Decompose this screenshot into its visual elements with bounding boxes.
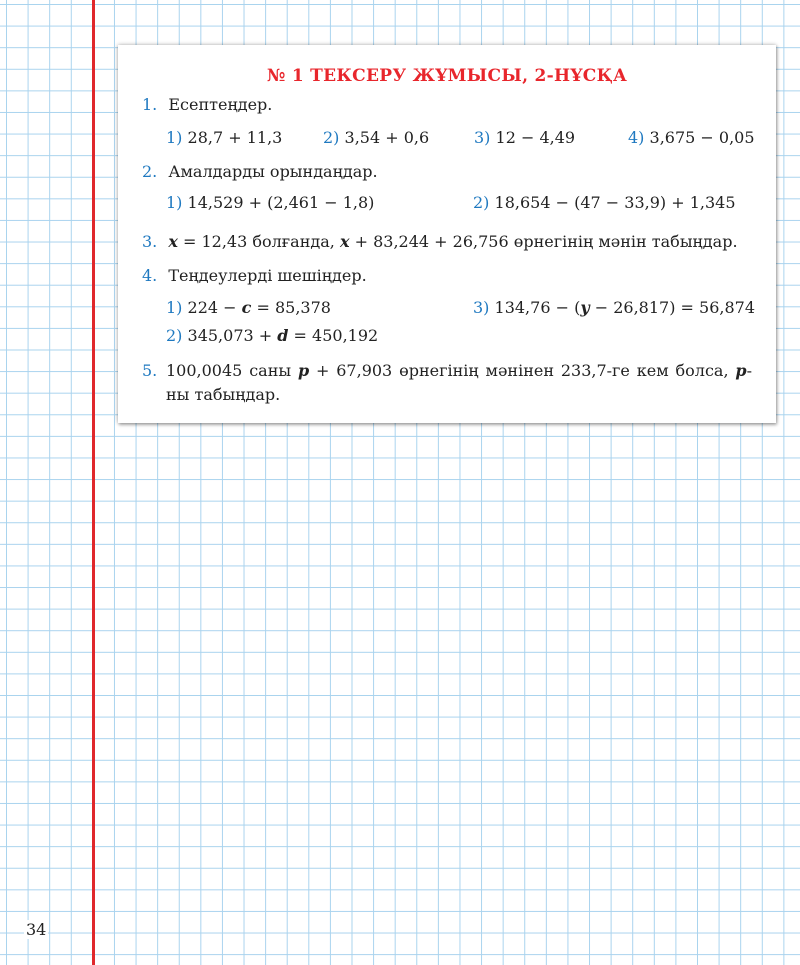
task-3	[142, 232, 738, 251]
variable-p: p	[735, 361, 747, 380]
page-number: 34	[26, 920, 47, 939]
item-label: 1)	[166, 128, 183, 147]
item-expression: = 85,378	[251, 298, 331, 317]
variable-y: y	[580, 298, 590, 317]
variable-x: x	[339, 232, 350, 251]
test-card	[118, 45, 776, 423]
item-label: 2)	[323, 128, 340, 147]
item-expression: 14,529 + (2,461 − 1,8)	[187, 193, 375, 212]
task-number: 1.	[142, 95, 158, 114]
item-expression: 18,654 − (47 − 33,9) + 1,345	[494, 193, 736, 212]
task-text: Есептеңдер.	[168, 95, 273, 114]
task-text: 100,0045 саны	[166, 361, 298, 380]
notebook-margin-line	[92, 0, 95, 965]
item-expression: 3,54 + 0,6	[344, 128, 430, 147]
item-label: 2)	[166, 326, 183, 345]
task-5	[166, 359, 752, 407]
variable-p: p	[297, 361, 310, 380]
item-expression: 345,073 +	[187, 326, 278, 345]
item-expression: 224 −	[187, 298, 242, 317]
task-1-item-2	[323, 128, 429, 147]
item-expression: 12 − 4,49	[495, 128, 576, 147]
task-1	[142, 95, 272, 114]
task-text: + 67,903 өрнегінің мәнінен 233,7-ге кем болса,	[309, 361, 736, 380]
variable-c: c	[241, 298, 252, 317]
item-expression: 134,76 − (	[494, 298, 581, 317]
task-number: 2.	[142, 162, 158, 181]
task-1-item-3	[474, 128, 575, 147]
item-label: 1)	[166, 193, 183, 212]
item-label: 1)	[166, 298, 183, 317]
item-expression: − 26,817) = 56,874	[589, 298, 755, 317]
task-text: -ны табыңдар.	[166, 361, 752, 404]
task-text: Амалдарды орындаңдар.	[168, 162, 378, 181]
task-4-item-3	[473, 298, 755, 317]
task-2-item-2	[473, 193, 736, 212]
task-1-item-4	[628, 128, 755, 147]
task-number: 4.	[142, 266, 158, 285]
task-2	[142, 162, 378, 181]
task-5-number	[142, 361, 157, 380]
task-number: 3.	[142, 232, 158, 251]
task-4-item-1	[166, 298, 331, 317]
item-label: 2)	[473, 193, 490, 212]
item-expression: 3,675 − 0,05	[649, 128, 755, 147]
task-text: = 12,43 болғанда,	[177, 232, 340, 251]
variable-x: x	[168, 232, 178, 251]
item-label: 3)	[473, 298, 490, 317]
task-text: Теңдеулерді шешіңдер.	[168, 266, 367, 285]
item-expression: 28,7 + 11,3	[187, 128, 283, 147]
item-label: 4)	[628, 128, 645, 147]
task-1-item-1	[166, 128, 282, 147]
task-4	[142, 266, 367, 285]
task-text: + 83,244 + 26,756 өрнегінің мәнін табыңдар.	[349, 232, 738, 251]
task-4-item-2	[166, 326, 378, 345]
variable-d: d	[277, 326, 289, 345]
item-expression: = 450,192	[288, 326, 379, 345]
item-label: 3)	[474, 128, 491, 147]
test-title: № 1 ТЕКСЕРУ ЖҰМЫСЫ, 2-НҰСҚА	[266, 66, 628, 86]
task-2-item-1	[166, 193, 374, 212]
task-number: 5.	[142, 361, 158, 380]
